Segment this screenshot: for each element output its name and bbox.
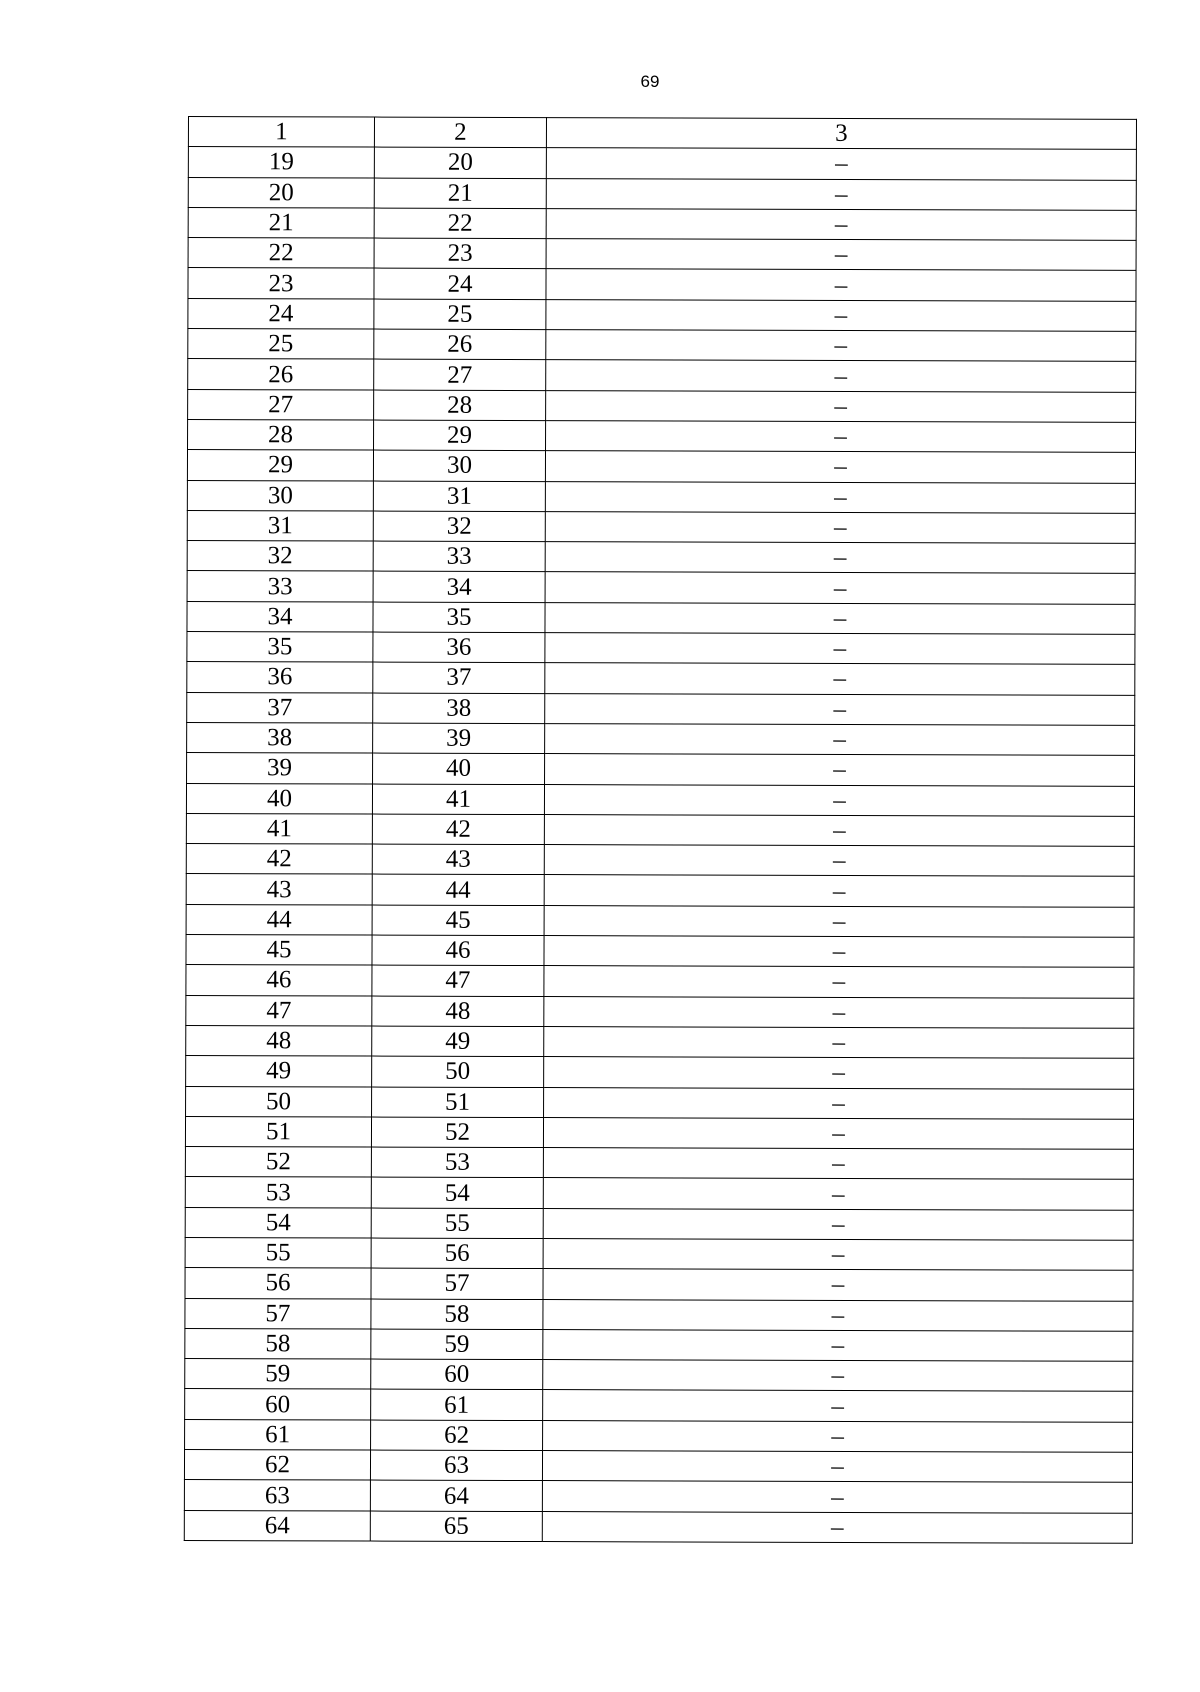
table-row	[186, 1056, 1134, 1089]
table-row	[185, 1237, 1133, 1270]
table-cell-col-1: 26	[188, 359, 374, 390]
table-cell-col-2: 57	[371, 1268, 543, 1299]
table-row	[185, 1419, 1133, 1452]
table-cell-col-1: 43	[186, 874, 372, 905]
table-cell-col-3: –	[544, 905, 1134, 937]
table-cell-col-3: –	[545, 693, 1135, 725]
table-cell-col-1: 33	[187, 571, 373, 602]
table-row	[188, 147, 1136, 180]
table-row	[188, 419, 1136, 452]
table-row	[187, 601, 1135, 634]
table-cell-col-2: 64	[370, 1480, 542, 1511]
table-row	[187, 662, 1135, 695]
table-cell-col-3: –	[545, 754, 1135, 786]
table-row	[184, 1510, 1132, 1543]
table-cell-col-1: 25	[188, 329, 374, 360]
table-row	[187, 510, 1135, 543]
table-row	[185, 1298, 1133, 1331]
table-row	[184, 1450, 1132, 1483]
table-cell-col-2: 63	[370, 1450, 542, 1481]
data-table	[184, 116, 1137, 1544]
table-cell-col-1: 39	[187, 753, 373, 784]
table-row	[187, 722, 1135, 755]
table-cell-col-3: –	[546, 239, 1136, 271]
table-cell-col-1: 53	[185, 1177, 371, 1208]
table-row	[188, 177, 1136, 210]
table-cell-col-1: 36	[187, 662, 373, 693]
table-cell-col-2: 65	[370, 1511, 542, 1542]
table-row	[187, 450, 1135, 483]
table-cell-col-2: 52	[371, 1117, 543, 1148]
table-cell-col-2: 25	[374, 299, 546, 330]
table-cell-col-1: 59	[185, 1359, 371, 1390]
table-cell-col-3: –	[544, 1026, 1134, 1058]
table-cell-col-1: 27	[188, 389, 374, 420]
table-row	[184, 1480, 1132, 1513]
table-cell-col-2: 29	[374, 420, 546, 451]
table-cell-col-1: 30	[187, 480, 373, 511]
table-cell-col-2: 55	[371, 1208, 543, 1239]
table-cell-col-3: –	[545, 481, 1135, 513]
table-cell-col-2: 26	[374, 329, 546, 360]
table-cell-col-2: 39	[373, 723, 545, 754]
table-cell-col-3: –	[546, 299, 1136, 331]
table-cell-col-1: 58	[185, 1328, 371, 1359]
table-cell-col-3: –	[544, 996, 1134, 1028]
table-cell-col-2: 56	[371, 1238, 543, 1269]
table-cell-col-1: 54	[185, 1207, 371, 1238]
table-cell-col-3: –	[546, 390, 1136, 422]
table-cell-col-1: 63	[184, 1480, 370, 1511]
table-cell-col-3: –	[546, 178, 1136, 210]
table-cell-col-2: 40	[373, 753, 545, 784]
table-cell-col-1: 22	[188, 238, 374, 269]
table-cell-col-3: –	[543, 1178, 1133, 1210]
table-cell-col-3: –	[545, 572, 1135, 604]
table-cell-col-3: –	[545, 633, 1135, 665]
table-cell-col-1: 56	[185, 1268, 371, 1299]
table-cell-col-3: –	[546, 269, 1136, 301]
table-cell-col-2: 34	[373, 572, 545, 603]
table-cell-col-2: 20	[374, 147, 546, 178]
table-cell-col-2: 22	[374, 208, 546, 239]
table-cell-col-2: 45	[372, 905, 544, 936]
table-cell-col-2: 49	[372, 1026, 544, 1057]
table-cell-col-2: 32	[373, 511, 545, 542]
table-cell-col-3: –	[543, 1208, 1133, 1240]
table-cell-col-3: –	[543, 1360, 1133, 1392]
table-body	[184, 117, 1136, 1544]
table-cell-col-1: 55	[185, 1237, 371, 1268]
table-cell-col-3: –	[544, 966, 1134, 998]
table-cell-col-2: 48	[372, 996, 544, 1027]
table-cell-col-1: 21	[188, 207, 374, 238]
table-cell-col-2: 58	[371, 1299, 543, 1330]
table-cell-col-2: 35	[373, 602, 545, 633]
table-cell-col-3: –	[544, 784, 1134, 816]
table-cell-col-3: –	[544, 814, 1134, 846]
table-cell-col-3: –	[546, 330, 1136, 362]
table-cell-col-1: 50	[186, 1086, 372, 1117]
table-cell-col-2: 44	[372, 874, 544, 905]
table-cell-col-2: 37	[373, 662, 545, 693]
table-cell-col-3: –	[544, 875, 1134, 907]
table-cell-col-2: 46	[372, 935, 544, 966]
table-cell-col-1: 20	[188, 177, 374, 208]
table-cell-col-1: 60	[185, 1389, 371, 1420]
table-row	[188, 298, 1136, 331]
table-cell-col-3: –	[543, 1329, 1133, 1361]
table-header-row	[188, 117, 1136, 150]
table-cell-col-1: 23	[188, 268, 374, 299]
table-cell-col-1: 24	[188, 298, 374, 329]
table-cell-col-3: –	[544, 1057, 1134, 1089]
table-row	[187, 571, 1135, 604]
table-cell-col-3: –	[545, 511, 1135, 543]
table-cell-col-3: –	[545, 663, 1135, 695]
table-cell-col-3: –	[545, 542, 1135, 574]
table-row	[188, 389, 1136, 422]
table-cell-col-3: –	[544, 845, 1134, 877]
column-header-2: 2	[374, 117, 546, 148]
table-row	[186, 844, 1134, 877]
table-cell-col-3: –	[542, 1511, 1132, 1543]
table-row	[186, 813, 1134, 846]
table-row	[186, 783, 1134, 816]
table-cell-col-2: 59	[371, 1329, 543, 1360]
table-cell-col-3: –	[545, 602, 1135, 634]
table-cell-col-1: 34	[187, 601, 373, 632]
table-row	[187, 692, 1135, 725]
table-cell-col-3: –	[543, 1269, 1133, 1301]
table-row	[186, 874, 1134, 907]
column-header-1: 1	[188, 117, 374, 148]
table-cell-col-2: 47	[372, 965, 544, 996]
table-row	[188, 207, 1136, 240]
table-cell-col-3: –	[542, 1451, 1132, 1483]
table-cell-col-3: –	[543, 1420, 1133, 1452]
table-row	[185, 1207, 1133, 1240]
table-cell-col-2: 54	[371, 1177, 543, 1208]
table-cell-col-3: –	[543, 1299, 1133, 1331]
table-cell-col-1: 46	[186, 965, 372, 996]
table-cell-col-3: –	[546, 421, 1136, 453]
table-row	[185, 1116, 1133, 1149]
table-row	[187, 753, 1135, 786]
table-cell-col-2: 24	[374, 269, 546, 300]
table-row	[188, 329, 1136, 362]
table-row	[185, 1359, 1133, 1392]
table-cell-col-1: 35	[187, 632, 373, 663]
table-cell-col-1: 29	[187, 450, 373, 481]
table-cell-col-1: 19	[188, 147, 374, 178]
column-header-3: 3	[546, 118, 1136, 150]
table-cell-col-1: 37	[187, 692, 373, 723]
table-row	[186, 965, 1134, 998]
table-cell-col-1: 42	[186, 844, 372, 875]
table-row	[185, 1389, 1133, 1422]
page-number: 69	[640, 72, 660, 91]
table-row	[187, 480, 1135, 513]
table-row	[186, 995, 1134, 1028]
table-cell-col-2: 60	[371, 1359, 543, 1390]
table-cell-col-2: 42	[372, 814, 544, 845]
table-cell-col-1: 41	[186, 813, 372, 844]
table-row	[188, 238, 1136, 271]
table-cell-col-1: 61	[185, 1419, 371, 1450]
table-cell-col-3: –	[545, 451, 1135, 483]
table-row	[187, 541, 1135, 574]
table-cell-col-2: 38	[373, 693, 545, 724]
table-cell-col-2: 28	[374, 390, 546, 421]
table-cell-col-2: 31	[373, 481, 545, 512]
table-cell-col-2: 21	[374, 178, 546, 209]
table-row	[187, 632, 1135, 665]
table-cell-col-1: 45	[186, 935, 372, 966]
table-cell-col-2: 27	[374, 359, 546, 390]
table-cell-col-2: 33	[373, 541, 545, 572]
table-cell-col-2: 51	[372, 1087, 544, 1118]
table-cell-col-2: 61	[371, 1390, 543, 1421]
table-row	[186, 1025, 1134, 1058]
table-row	[185, 1147, 1133, 1180]
table-cell-col-1: 28	[188, 419, 374, 450]
table-row	[186, 935, 1134, 968]
table-cell-col-3: –	[542, 1481, 1132, 1513]
table-cell-col-2: 62	[371, 1420, 543, 1451]
table-row	[185, 1328, 1133, 1361]
table-cell-col-3: –	[543, 1117, 1133, 1149]
table-cell-col-1: 40	[186, 783, 372, 814]
table-cell-col-1: 57	[185, 1298, 371, 1329]
table-row	[185, 1177, 1133, 1210]
table-cell-col-1: 31	[187, 510, 373, 541]
table-cell-col-1: 32	[187, 541, 373, 572]
table-cell-col-3: –	[544, 1087, 1134, 1119]
table-cell-col-3: –	[546, 208, 1136, 240]
table-cell-col-2: 36	[373, 632, 545, 663]
table-cell-col-3: –	[545, 723, 1135, 755]
table-cell-col-3: –	[543, 1239, 1133, 1271]
table-cell-col-2: 30	[373, 450, 545, 481]
table-cell-col-2: 41	[372, 784, 544, 815]
table-cell-col-1: 48	[186, 1025, 372, 1056]
table-cell-col-1: 51	[185, 1116, 371, 1147]
table-cell-col-2: 23	[374, 238, 546, 269]
table-cell-col-2: 53	[371, 1147, 543, 1178]
table-cell-col-2: 43	[372, 844, 544, 875]
table-cell-col-1: 62	[184, 1450, 370, 1481]
table-cell-col-3: –	[544, 936, 1134, 968]
table-cell-col-1: 38	[187, 722, 373, 753]
table-cell-col-1: 44	[186, 904, 372, 935]
table-row	[186, 1086, 1134, 1119]
table-cell-col-3: –	[546, 360, 1136, 392]
table-row	[185, 1268, 1133, 1301]
table-row	[188, 268, 1136, 301]
table-cell-col-1: 52	[185, 1147, 371, 1178]
table-cell-col-1: 49	[186, 1056, 372, 1087]
table-cell-col-1: 47	[186, 995, 372, 1026]
table-row	[186, 904, 1134, 937]
table-cell-col-3: –	[543, 1390, 1133, 1422]
table-cell-col-2: 50	[372, 1056, 544, 1087]
table-cell-col-3: –	[543, 1148, 1133, 1180]
table-row	[188, 359, 1136, 392]
table-cell-col-1: 64	[184, 1510, 370, 1541]
table-cell-col-3: –	[546, 148, 1136, 180]
